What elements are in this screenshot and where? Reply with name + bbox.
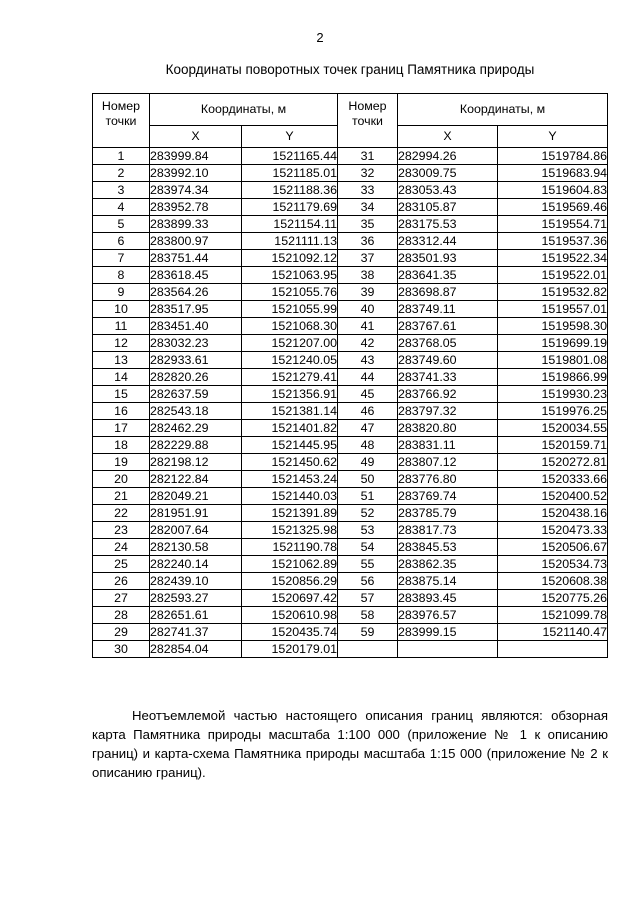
x-coordinate-cell: 282007.64 (150, 522, 242, 539)
point-number-cell: 14 (93, 369, 150, 386)
y-coordinate-cell: 1519930.23 (498, 386, 608, 403)
x-coordinate-cell: 283175.53 (398, 216, 498, 233)
table-row (93, 250, 608, 267)
point-number-cell: 19 (93, 454, 150, 471)
point-number-cell: 13 (93, 352, 150, 369)
x-coordinate-cell: 283766.92 (398, 386, 498, 403)
y-coordinate-cell: 1520179.01 (242, 641, 338, 658)
y-coordinate-cell: 1519866.99 (498, 369, 608, 386)
header-y: Y (242, 126, 338, 148)
table-row (93, 522, 608, 539)
x-coordinate-cell: 283899.33 (150, 216, 242, 233)
header-x: X (398, 126, 498, 148)
point-number-cell: 34 (338, 199, 398, 216)
x-coordinate-cell: 283807.12 (398, 454, 498, 471)
x-coordinate-cell: 282543.18 (150, 403, 242, 420)
y-coordinate-cell: 1520438.16 (498, 505, 608, 522)
x-coordinate-cell: 283312.44 (398, 233, 498, 250)
point-number-cell: 41 (338, 318, 398, 335)
y-coordinate-cell: 1521062.89 (242, 556, 338, 573)
table-row (93, 607, 608, 624)
y-coordinate-cell: 1521279.41 (242, 369, 338, 386)
point-number-cell: 46 (338, 403, 398, 420)
x-coordinate-cell: 283517.95 (150, 301, 242, 318)
y-coordinate-cell: 1521391.89 (242, 505, 338, 522)
point-number-cell: 52 (338, 505, 398, 522)
y-coordinate-cell: 1521401.82 (242, 420, 338, 437)
page-title: Координаты поворотных точек границ Памятника природы (165, 62, 535, 77)
x-coordinate-cell: 283698.87 (398, 284, 498, 301)
y-coordinate-cell: 1521381.14 (242, 403, 338, 420)
x-coordinate-cell: 283976.57 (398, 607, 498, 624)
point-number-cell: 57 (338, 590, 398, 607)
x-coordinate-cell: 282820.26 (150, 369, 242, 386)
x-coordinate-cell: 283105.87 (398, 199, 498, 216)
point-number-cell: 32 (338, 165, 398, 182)
y-coordinate-cell: 1521185.01 (242, 165, 338, 182)
table-row (93, 233, 608, 250)
x-coordinate-cell: 281951.91 (150, 505, 242, 522)
x-coordinate-cell: 282122.84 (150, 471, 242, 488)
x-coordinate-cell: 283992.10 (150, 165, 242, 182)
table-row (93, 539, 608, 556)
x-coordinate-cell: 282439.10 (150, 573, 242, 590)
y-coordinate-cell: 1520608.38 (498, 573, 608, 590)
y-coordinate-cell (498, 641, 608, 658)
point-number-cell: 49 (338, 454, 398, 471)
point-number-cell: 39 (338, 284, 398, 301)
x-coordinate-cell: 282462.29 (150, 420, 242, 437)
y-coordinate-cell: 1521111.13 (242, 233, 338, 250)
y-coordinate-cell: 1521092.12 (242, 250, 338, 267)
y-coordinate-cell: 1520506.67 (498, 539, 608, 556)
y-coordinate-cell: 1519522.01 (498, 267, 608, 284)
y-coordinate-cell: 1520034.55 (498, 420, 608, 437)
page-number: 2 (316, 30, 324, 45)
y-coordinate-cell: 1520697.42 (242, 590, 338, 607)
y-coordinate-cell: 1520400.52 (498, 488, 608, 505)
point-number-cell: 7 (93, 250, 150, 267)
point-number-cell: 2 (93, 165, 150, 182)
x-coordinate-cell: 282593.27 (150, 590, 242, 607)
point-number-cell: 24 (93, 539, 150, 556)
table-row (93, 267, 608, 284)
table-row (93, 573, 608, 590)
y-coordinate-cell: 1520473.33 (498, 522, 608, 539)
y-coordinate-cell: 1521055.99 (242, 301, 338, 318)
y-coordinate-cell: 1519784.86 (498, 148, 608, 165)
y-coordinate-cell: 1521190.78 (242, 539, 338, 556)
x-coordinate-cell: 283564.26 (150, 284, 242, 301)
y-coordinate-cell: 1520534.73 (498, 556, 608, 573)
point-number-cell (338, 641, 398, 658)
y-coordinate-cell: 1521453.24 (242, 471, 338, 488)
table-row (93, 148, 608, 165)
point-number-cell: 31 (338, 148, 398, 165)
header-y: Y (498, 126, 608, 148)
point-number-cell: 45 (338, 386, 398, 403)
x-coordinate-cell (398, 641, 498, 658)
x-coordinate-cell: 283845.53 (398, 539, 498, 556)
x-coordinate-cell: 283749.11 (398, 301, 498, 318)
point-number-cell: 59 (338, 624, 398, 641)
x-coordinate-cell: 283769.74 (398, 488, 498, 505)
point-number-cell: 1 (93, 148, 150, 165)
x-coordinate-cell: 283820.80 (398, 420, 498, 437)
x-coordinate-cell: 283800.97 (150, 233, 242, 250)
point-number-cell: 58 (338, 607, 398, 624)
table-row (93, 556, 608, 573)
x-coordinate-cell: 283751.44 (150, 250, 242, 267)
x-coordinate-cell: 283501.93 (398, 250, 498, 267)
point-number-cell: 50 (338, 471, 398, 488)
point-number-cell: 9 (93, 284, 150, 301)
x-coordinate-cell: 283032.23 (150, 335, 242, 352)
x-coordinate-cell: 283776.80 (398, 471, 498, 488)
point-number-cell: 40 (338, 301, 398, 318)
x-coordinate-cell: 282130.58 (150, 539, 242, 556)
point-number-cell: 38 (338, 267, 398, 284)
y-coordinate-cell: 1519554.71 (498, 216, 608, 233)
table-row (93, 301, 608, 318)
x-coordinate-cell: 283053.43 (398, 182, 498, 199)
point-number-cell: 44 (338, 369, 398, 386)
table-row (93, 386, 608, 403)
x-coordinate-cell: 283831.11 (398, 437, 498, 454)
point-number-cell: 43 (338, 352, 398, 369)
y-coordinate-cell: 1520856.29 (242, 573, 338, 590)
x-coordinate-cell: 283875.14 (398, 573, 498, 590)
x-coordinate-cell: 283999.84 (150, 148, 242, 165)
y-coordinate-cell: 1521356.91 (242, 386, 338, 403)
y-coordinate-cell: 1519801.08 (498, 352, 608, 369)
x-coordinate-cell: 282198.12 (150, 454, 242, 471)
x-coordinate-cell: 283749.60 (398, 352, 498, 369)
point-number-cell: 37 (338, 250, 398, 267)
table-row (93, 352, 608, 369)
footnote-paragraph: Неотъемлемой частью настоящего описания границ являются: обзорная карта Памятника природы масштаба 1:100 000 (приложение № 1 к описанию границ) и карта-схема Памятника природы масштаба 1:15 000 (приложение № 2 к описанию границ). (92, 708, 608, 780)
point-number-cell: 18 (93, 437, 150, 454)
point-number-cell: 8 (93, 267, 150, 284)
x-coordinate-cell: 283974.34 (150, 182, 242, 199)
x-coordinate-cell: 282049.21 (150, 488, 242, 505)
point-number-cell: 6 (93, 233, 150, 250)
table-row (93, 488, 608, 505)
x-coordinate-cell: 282637.59 (150, 386, 242, 403)
y-coordinate-cell: 1521063.95 (242, 267, 338, 284)
x-coordinate-cell: 283862.35 (398, 556, 498, 573)
table-row (93, 420, 608, 437)
y-coordinate-cell: 1520333.66 (498, 471, 608, 488)
point-number-cell: 11 (93, 318, 150, 335)
table-row (93, 403, 608, 420)
y-coordinate-cell: 1521440.03 (242, 488, 338, 505)
header-x: X (150, 126, 242, 148)
y-coordinate-cell: 1519683.94 (498, 165, 608, 182)
point-number-cell: 29 (93, 624, 150, 641)
x-coordinate-cell: 282741.37 (150, 624, 242, 641)
x-coordinate-cell: 282651.61 (150, 607, 242, 624)
point-number-cell: 3 (93, 182, 150, 199)
point-number-cell: 53 (338, 522, 398, 539)
table-row (93, 471, 608, 488)
x-coordinate-cell: 282933.61 (150, 352, 242, 369)
point-number-cell: 12 (93, 335, 150, 352)
x-coordinate-cell: 282994.26 (398, 148, 498, 165)
y-coordinate-cell: 1521188.36 (242, 182, 338, 199)
point-number-cell: 27 (93, 590, 150, 607)
y-coordinate-cell: 1520272.81 (498, 454, 608, 471)
point-number-cell: 17 (93, 420, 150, 437)
header-point-number: Номер точки (338, 94, 398, 148)
table-row (93, 369, 608, 386)
header-point-number: Номер точки (93, 94, 150, 148)
table-row (93, 318, 608, 335)
x-coordinate-cell: 283768.05 (398, 335, 498, 352)
y-coordinate-cell: 1519569.46 (498, 199, 608, 216)
y-coordinate-cell: 1519976.25 (498, 403, 608, 420)
x-coordinate-cell: 283817.73 (398, 522, 498, 539)
point-number-cell: 47 (338, 420, 398, 437)
point-number-cell: 4 (93, 199, 150, 216)
point-number-cell: 28 (93, 607, 150, 624)
y-coordinate-cell: 1521165.44 (242, 148, 338, 165)
y-coordinate-cell: 1521240.05 (242, 352, 338, 369)
y-coordinate-cell: 1519522.34 (498, 250, 608, 267)
point-number-cell: 25 (93, 556, 150, 573)
y-coordinate-cell: 1519537.36 (498, 233, 608, 250)
x-coordinate-cell: 283767.61 (398, 318, 498, 335)
point-number-cell: 36 (338, 233, 398, 250)
point-number-cell: 20 (93, 471, 150, 488)
y-coordinate-cell: 1520775.26 (498, 590, 608, 607)
table-row (93, 641, 608, 658)
coordinates-table (92, 93, 608, 658)
x-coordinate-cell: 283741.33 (398, 369, 498, 386)
y-coordinate-cell: 1521325.98 (242, 522, 338, 539)
table-row (93, 454, 608, 471)
point-number-cell: 26 (93, 573, 150, 590)
y-coordinate-cell: 1521140.47 (498, 624, 608, 641)
x-coordinate-cell: 283797.32 (398, 403, 498, 420)
table-row (93, 216, 608, 233)
point-number-cell: 30 (93, 641, 150, 658)
x-coordinate-cell: 283893.45 (398, 590, 498, 607)
table-body (93, 148, 608, 658)
point-number-cell: 23 (93, 522, 150, 539)
point-number-cell: 10 (93, 301, 150, 318)
table-row (93, 165, 608, 182)
y-coordinate-cell: 1521207.00 (242, 335, 338, 352)
y-coordinate-cell: 1519604.83 (498, 182, 608, 199)
y-coordinate-cell: 1521445.95 (242, 437, 338, 454)
point-number-cell: 22 (93, 505, 150, 522)
x-coordinate-cell: 282854.04 (150, 641, 242, 658)
y-coordinate-cell: 1521450.62 (242, 454, 338, 471)
x-coordinate-cell: 283952.78 (150, 199, 242, 216)
x-coordinate-cell: 283009.75 (398, 165, 498, 182)
table-row (93, 624, 608, 641)
point-number-cell: 35 (338, 216, 398, 233)
point-number-cell: 16 (93, 403, 150, 420)
header-coordinates: Координаты, м (398, 94, 608, 126)
point-number-cell: 5 (93, 216, 150, 233)
x-coordinate-cell: 283785.79 (398, 505, 498, 522)
table-row (93, 182, 608, 199)
x-coordinate-cell: 283641.35 (398, 267, 498, 284)
y-coordinate-cell: 1521099.78 (498, 607, 608, 624)
point-number-cell: 48 (338, 437, 398, 454)
y-coordinate-cell: 1521179.69 (242, 199, 338, 216)
point-number-cell: 21 (93, 488, 150, 505)
y-coordinate-cell: 1519557.01 (498, 301, 608, 318)
table-row (93, 199, 608, 216)
point-number-cell: 56 (338, 573, 398, 590)
header-coordinates: Координаты, м (150, 94, 338, 126)
table-row (93, 284, 608, 301)
point-number-cell: 33 (338, 182, 398, 199)
point-number-cell: 15 (93, 386, 150, 403)
y-coordinate-cell: 1520159.71 (498, 437, 608, 454)
y-coordinate-cell: 1519598.30 (498, 318, 608, 335)
y-coordinate-cell: 1521154.11 (242, 216, 338, 233)
table-row (93, 437, 608, 454)
point-number-cell: 51 (338, 488, 398, 505)
table-row (93, 335, 608, 352)
x-coordinate-cell: 283451.40 (150, 318, 242, 335)
y-coordinate-cell: 1519699.19 (498, 335, 608, 352)
y-coordinate-cell: 1520610.98 (242, 607, 338, 624)
point-number-cell: 42 (338, 335, 398, 352)
point-number-cell: 54 (338, 539, 398, 556)
y-coordinate-cell: 1520435.74 (242, 624, 338, 641)
point-number-cell: 55 (338, 556, 398, 573)
x-coordinate-cell: 283618.45 (150, 267, 242, 284)
y-coordinate-cell: 1519532.82 (498, 284, 608, 301)
x-coordinate-cell: 282229.88 (150, 437, 242, 454)
table-row (93, 505, 608, 522)
y-coordinate-cell: 1521068.30 (242, 318, 338, 335)
x-coordinate-cell: 283999.15 (398, 624, 498, 641)
y-coordinate-cell: 1521055.76 (242, 284, 338, 301)
table-row (93, 590, 608, 607)
x-coordinate-cell: 282240.14 (150, 556, 242, 573)
